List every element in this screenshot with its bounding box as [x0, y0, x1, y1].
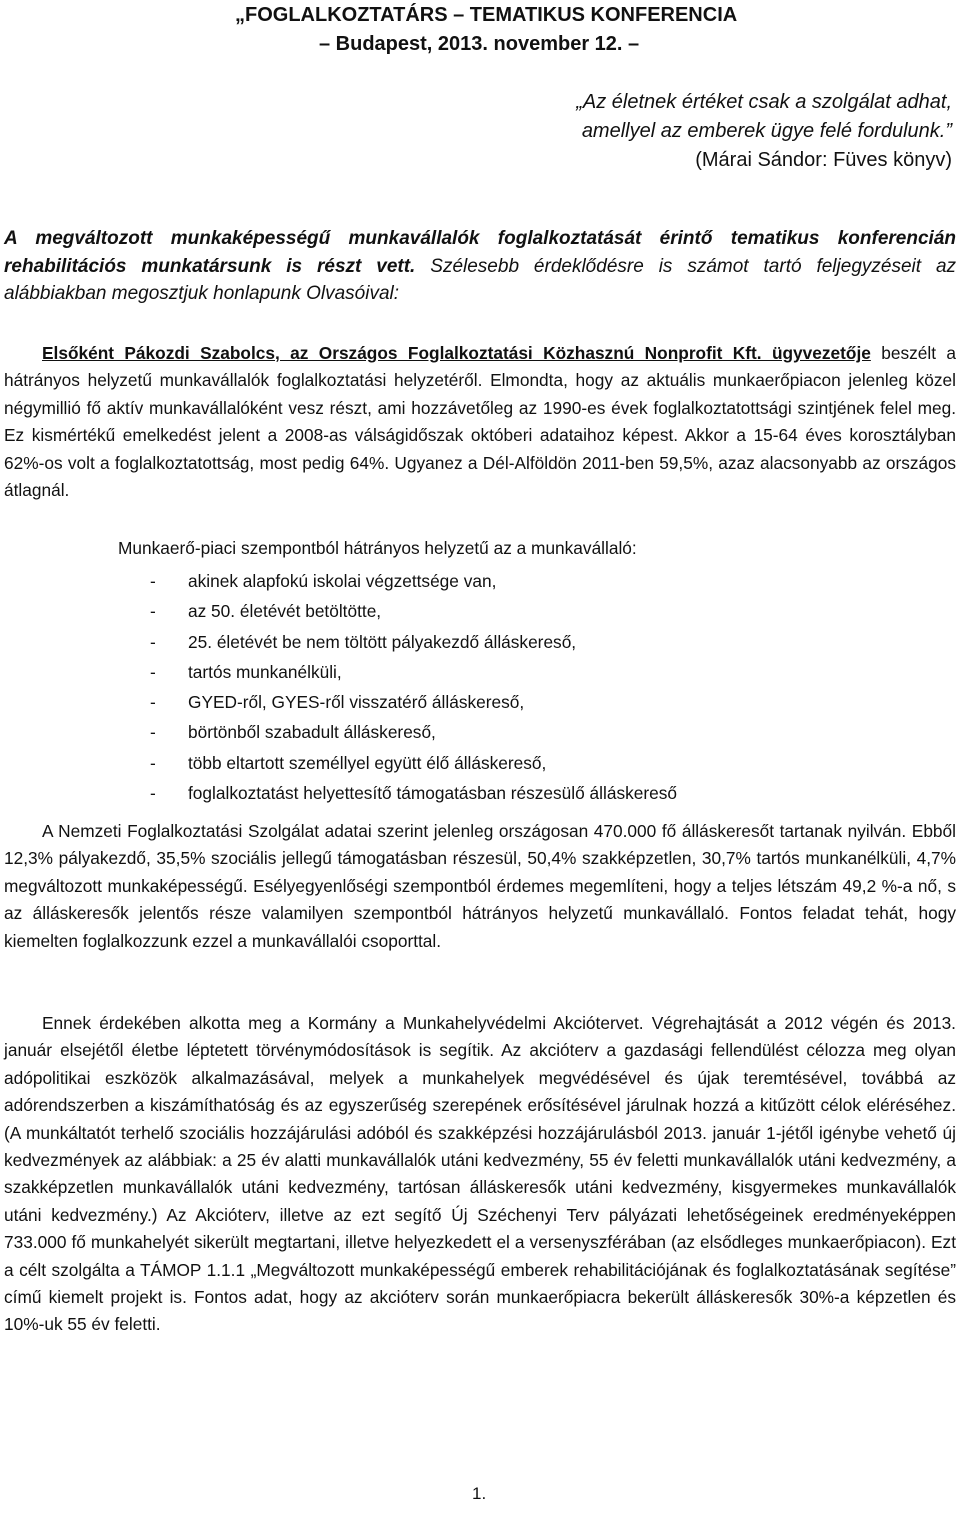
paragraph-3-text: Ennek érdekében alkotta meg a Kormány a Munkahelyvédelmi Akciótervet. Végrehajtását a 2012 végén és 2013. január elsejétől életbe léptetett törvénymódosítások is segítik. Az akcióterv a gazdasági fellendülést célozza meg olyan adópolitikai eszközök alkalmazásával, melyek a munkahelyek megvédésével és újak teremtésével, továbbá az adórendszerben a kiszámíthatóság és az egyszerűség szerepének erősítésével járulnak hozzá a kitűzött célok eléréséhez. (A munkáltatót terhelő szociális hozzájárulási adóból és szakképzési hozzájárulásból 2013. január 1-jétől igénybe vehető új kedvezmények az alábbiak: a 25 év alatti munkavállalók utáni kedvezmény, 55 év feletti munkavállalók utáni kedvezmény, a szakképzetlen munkavállalók utáni kedvezmény, tartósan álláskeresők utáni kedvezmény, kisgyermekes munkavállalók utáni kedvezmény.) Az Akcióterv, illetve az ezt segítő Új Széchenyi Terv pályázati lehetőségeinek eredményeképpen 733.000 fő munkahelyét sikerült megtartani, illetve helyezkedett el a versenyszférában (az elsődleges munkaerőpiacon). Ezt a célt szolgálta a TÁMOP 1.1.1 „Megváltozott munkaképességű emberek rehabilitációjának és foglalkoztatásának segítése” című kiemelt projekt is. Fontos adat, hogy az akcióterv során munkaerőpiacra bekerült álláskeresők 30%-a képzetlen és 10%-uk 55 év feletti. — [4, 1013, 956, 1335]
disadvantaged-list — [150, 566, 677, 808]
paragraph-speaker — [4, 340, 956, 504]
list-item: - tartós munkanélküli, — [150, 661, 342, 682]
list-item: - börtönből szabadult álláskereső, — [150, 722, 436, 743]
list-heading: Munkaerő-piaci szempontból hátrányos helyzetű az a munkavállaló: — [118, 538, 637, 558]
intro-paragraph — [4, 225, 956, 308]
epigraph-quote — [452, 88, 952, 175]
list-item: - foglalkoztatást helyettesítő támogatásban részesülő álláskereső — [150, 783, 677, 804]
conference-date: – Budapest, 2013. november 12. – — [319, 33, 640, 55]
page-number: 1. — [472, 1484, 487, 1503]
intro-text: A megváltozott munkaképességű munkavállalók foglalkoztatását érintő tematikus konferencián rehabilitációs munkatársunk is részt vett. — [4, 228, 956, 277]
list-item: - több eltartott személlyel együtt élő álláskereső, — [150, 752, 547, 773]
list-item: - akinek alapfokú iskolai végzettsége van, — [150, 571, 497, 591]
paragraph-1-text: beszélt a hátrányos helyzetű munkavállalók foglalkoztatási helyzetéről. Elmondta, hogy az aktuális munkaerőpiacon jelenleg közel négymillió fő aktív munkavállalóként vesz részt, ami hozzávetőleg az 1990-es évek foglalkoztatottsági szintjének felel meg. Ez kismértékű emelkedést jelent a 2008-as válságidőszak októberi adataihoz képest. Akkor a 15-64 éves korosztályban 62%-os volt a foglalkoztatottság, most pedig 64%. Ugyanez a Dél-Alföldön 2011-ben 59,5%, azaz alacsonyabb az országos átlagnál. — [4, 343, 956, 501]
conference-title: „FOGLALKOZTATÁRS – TEMATIKUS KONFERENCIA — [235, 4, 738, 26]
quote-line-1: „Az életnek értéket csak a szolgálat adhat, — [576, 91, 952, 113]
list-item: - 25. életévét be nem töltött pályakezdő álláskereső, — [150, 631, 577, 652]
paragraph-action-plan — [4, 1010, 956, 1339]
quote-line-2: amellyel az emberek ügye felé fordulunk.” — [581, 120, 952, 142]
list-item: - az 50. életévét betöltötte, — [150, 601, 382, 622]
quote-source: (Márai Sándor: Füves könyv) — [695, 149, 952, 171]
paragraph-statistics — [4, 818, 956, 955]
list-item: - GYED-ről, GYES-ről visszatérő álláskereső, — [150, 692, 525, 713]
paragraph-2-text: A Nemzeti Foglalkoztatási Szolgálat adatai szerint jelenleg országosan 470.000 fő álláskeresőt tartanak nyilván. Ebből 12,3% pályakezdő, 35,5% szociális jellegű támogatásban részesül, 50,4% szakképzetlen, 30,7% tartós munkanélküli, 4,7% megváltozott munkaképességű. Esélyegyenlőségi szempontból érdemes megemlíteni, hogy a teljes létszám 49,2 %-a nő, s az álláskeresők jelentős része valamilyen szempontból hátrányos helyzetű munkavállaló. Fontos feladat tehát, hogy kiemelten foglalkozzunk ezzel a munkavállalói csoporttal. — [4, 821, 956, 951]
speaker-intro: Elsőként Pákozdi Szabolcs, az Országos Foglalkoztatási Közhasznú Nonprofit Kft. ügyvezetője — [42, 343, 871, 363]
intro-text-bold: Szélesebb érdeklődésre is számot tartó feljegyzéseit az alábbiakban megosztjuk honlapunk Olvasóival: — [4, 255, 957, 304]
